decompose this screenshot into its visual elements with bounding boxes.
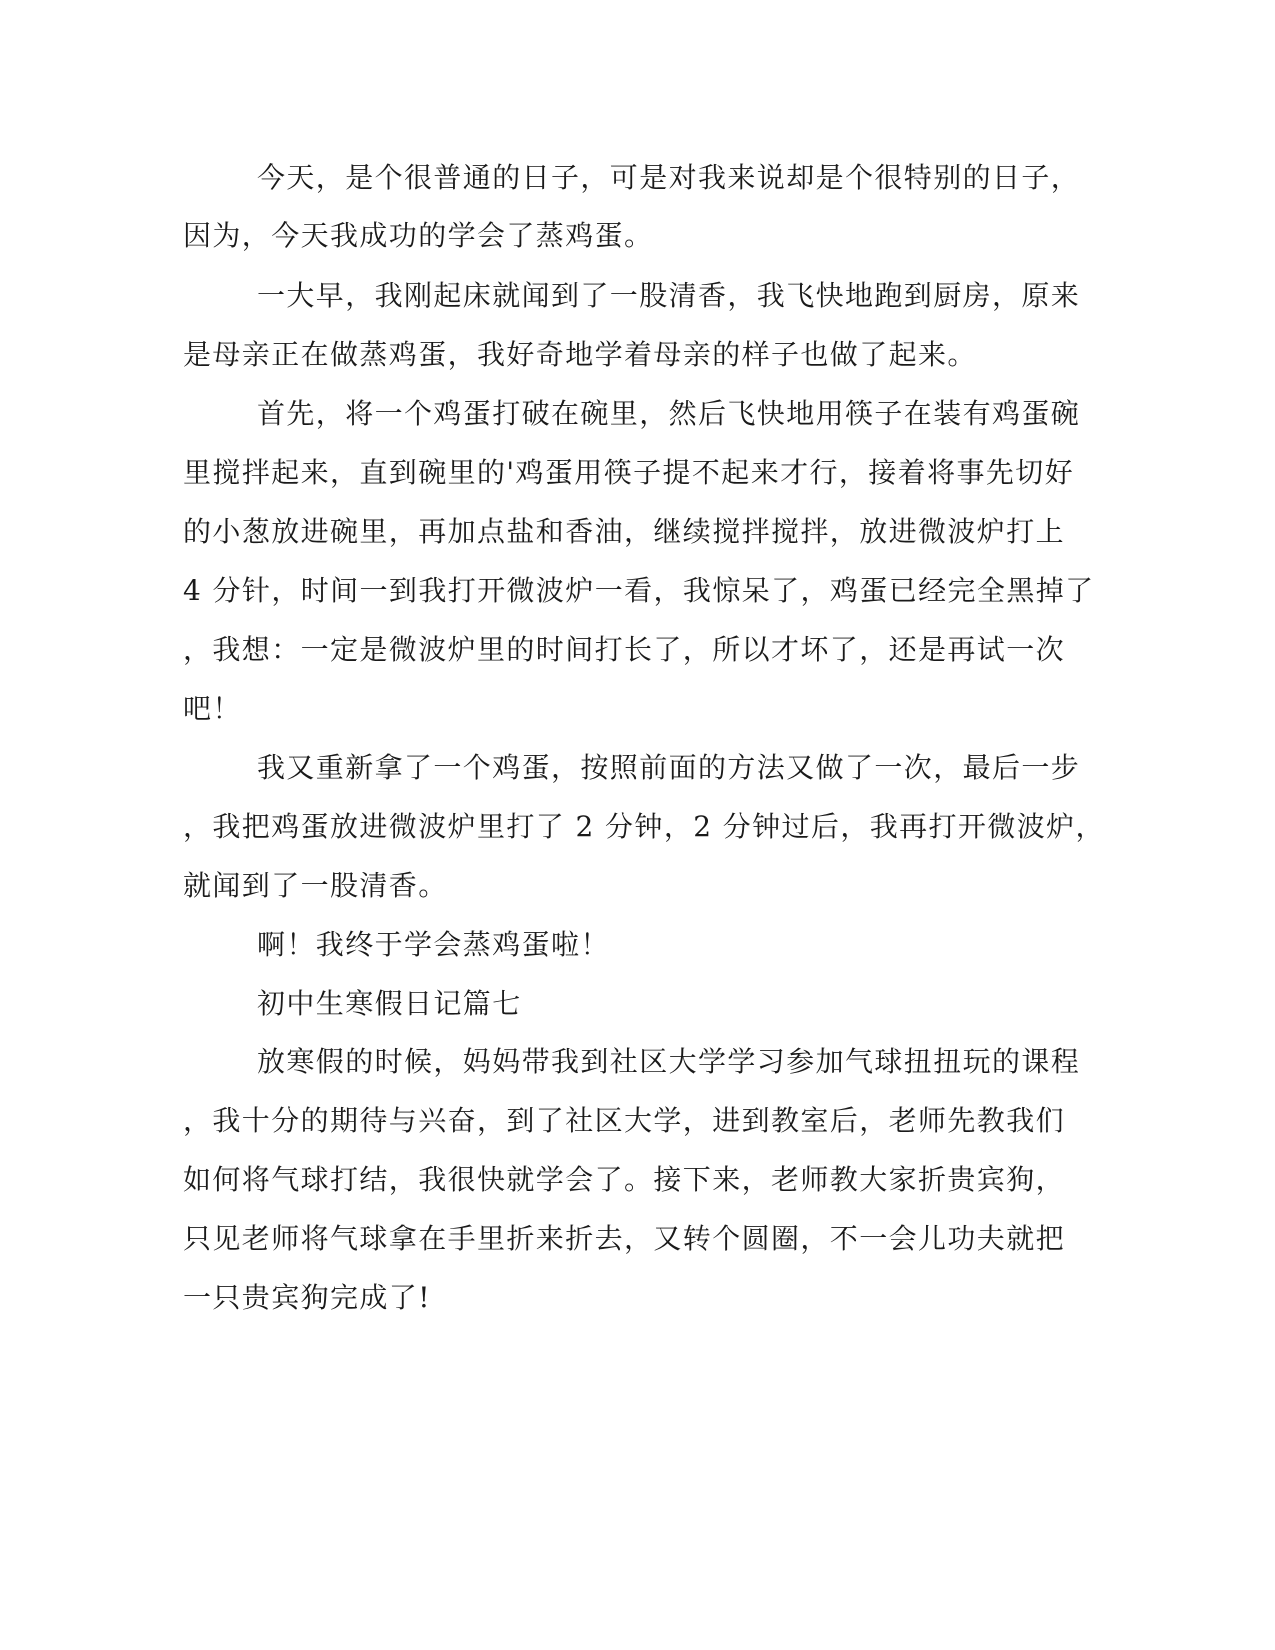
text-line: 因为，今天我成功的学会了蒸鸡蛋。	[183, 219, 654, 252]
text-line: 啊！我终于学会蒸鸡蛋啦！	[257, 928, 610, 961]
section-heading: 初中生寒假日记篇七	[257, 987, 522, 1020]
text-line: ，我想：一定是微波炉里的时间打长了，所以才坏了，还是再试一次	[183, 633, 1066, 666]
text-line: 4 分针，时间一到我打开微波炉一看，我惊呆了，鸡蛋已经完全黑掉了	[183, 574, 1095, 607]
text-line: 一大早，我刚起床就闻到了一股清香，我飞快地跑到厨房，原来	[257, 279, 1081, 312]
text-line: 首先，将一个鸡蛋打破在碗里，然后飞快地用筷子在装有鸡蛋碗	[257, 397, 1081, 430]
text-line: 里搅拌起来，直到碗里的'鸡蛋用筷子提不起来才行，接着将事先切好	[183, 456, 1075, 489]
text-line: 只见老师将气球拿在手里折来折去，又转个圆圈，不一会儿功夫就把	[183, 1222, 1066, 1255]
text-line: 一只贵宾狗完成了!	[183, 1281, 431, 1314]
text-line: 我又重新拿了一个鸡蛋，按照前面的方法又做了一次，最后一步	[257, 751, 1081, 784]
text-line: ，我把鸡蛋放进微波炉里打了 2 分钟，2 分钟过后，我再打开微波炉，	[183, 810, 1105, 843]
text-line: 今天，是个很普通的日子，可是对我来说却是个很特别的日子，	[257, 161, 1081, 194]
text-line: ，我十分的期待与兴奋，到了社区大学，进到教室后，老师先教我们	[183, 1104, 1066, 1137]
text-line: 是母亲正在做蒸鸡蛋，我好奇地学着母亲的样子也做了起来。	[183, 338, 977, 371]
text-line: 吧！	[183, 692, 242, 725]
text-line: 的小葱放进碗里，再加点盐和香油，继续搅拌搅拌，放进微波炉打上	[183, 515, 1066, 548]
text-line: 就闻到了一股清香。	[183, 869, 448, 902]
text-line: 如何将气球打结，我很快就学会了。接下来，老师教大家折贵宾狗，	[183, 1163, 1066, 1196]
text-line: 放寒假的时候，妈妈带我到社区大学学习参加气球扭扭玩的课程	[257, 1045, 1081, 1078]
